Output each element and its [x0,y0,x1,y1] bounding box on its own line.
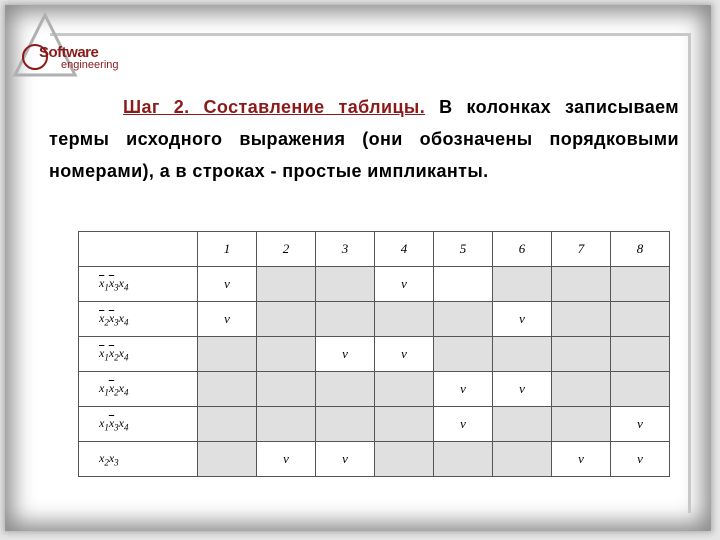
table-cell [552,267,611,302]
table-cell: v [611,442,670,477]
table-cell: v [611,407,670,442]
corner-cell [79,232,198,267]
table-cell: v [198,267,257,302]
table-cell [375,302,434,337]
table-cell [552,337,611,372]
column-header: 3 [316,232,375,267]
table-header-row [79,232,670,267]
table-cell [493,407,552,442]
table-cell [316,372,375,407]
table-cell [552,372,611,407]
table-cell [375,442,434,477]
table-cell: v [493,302,552,337]
table-cell [611,337,670,372]
column-header: 1 [198,232,257,267]
table-cell [316,267,375,302]
slide [5,5,711,531]
frame-line-right [688,33,691,513]
table-cell: v [375,267,434,302]
table-cell: v [316,337,375,372]
table-cell [257,372,316,407]
table-cell [198,442,257,477]
table-cell: v [375,337,434,372]
implicant-term: $\overline{x}_1\overline{x}_3x_4$ [79,267,198,302]
logo-word-software: Software [39,44,99,61]
step-body: В колонках записываем термы исходного выражения (они обозначены порядковыми номерами), а в строках - простые импликанты. [49,97,679,181]
table-cell [198,407,257,442]
table-cell: v [493,372,552,407]
table-cell [434,337,493,372]
table-cell: v [434,407,493,442]
table-cell [257,302,316,337]
table-cell [316,407,375,442]
implicant-term: $x_1\overline{x}_2x_4$ [79,372,198,407]
column-header: 8 [611,232,670,267]
table-cell [316,302,375,337]
table-cell: v [198,302,257,337]
table-cell [552,302,611,337]
table-cell [257,267,316,302]
table-cell [493,337,552,372]
column-header: 7 [552,232,611,267]
implicant-term: $x_2x_3$ [79,442,198,477]
table-body [79,267,670,477]
table-row [79,337,670,372]
table-cell [375,372,434,407]
table-cell: v [257,442,316,477]
table-cell [552,407,611,442]
table-cell [493,442,552,477]
table-cell [434,442,493,477]
table-cell [434,302,493,337]
table-cell [611,267,670,302]
table-cell: v [552,442,611,477]
column-header: 2 [257,232,316,267]
logo-word-engineering: engineering [61,59,119,71]
implicant-term: $\overline{x}_1\overline{x}_2x_4$ [79,337,198,372]
table-row [79,267,670,302]
table-cell [257,407,316,442]
table-row [79,407,670,442]
table-row [79,372,670,407]
table-row [79,302,670,337]
table-cell [257,337,316,372]
table-cell: v [316,442,375,477]
step-heading: Шаг 2. Составление таблицы. [123,97,426,117]
frame-line-top [50,33,690,36]
table-cell [198,337,257,372]
intro-paragraph [49,91,679,187]
table-cell [611,372,670,407]
column-header: 6 [493,232,552,267]
software-engineering-logo [13,13,119,79]
table-cell: v [434,372,493,407]
implicant-term: $\overline{x}_2\overline{x}_3x_4$ [79,302,198,337]
table-cell [198,372,257,407]
implicant-table [78,231,670,477]
column-header: 4 [375,232,434,267]
table-cell [493,267,552,302]
implicant-term: $x_1\overline{x}_3x_4$ [79,407,198,442]
table-cell [434,267,493,302]
table-cell [611,302,670,337]
table-cell [375,407,434,442]
column-header: 5 [434,232,493,267]
table-row [79,442,670,477]
